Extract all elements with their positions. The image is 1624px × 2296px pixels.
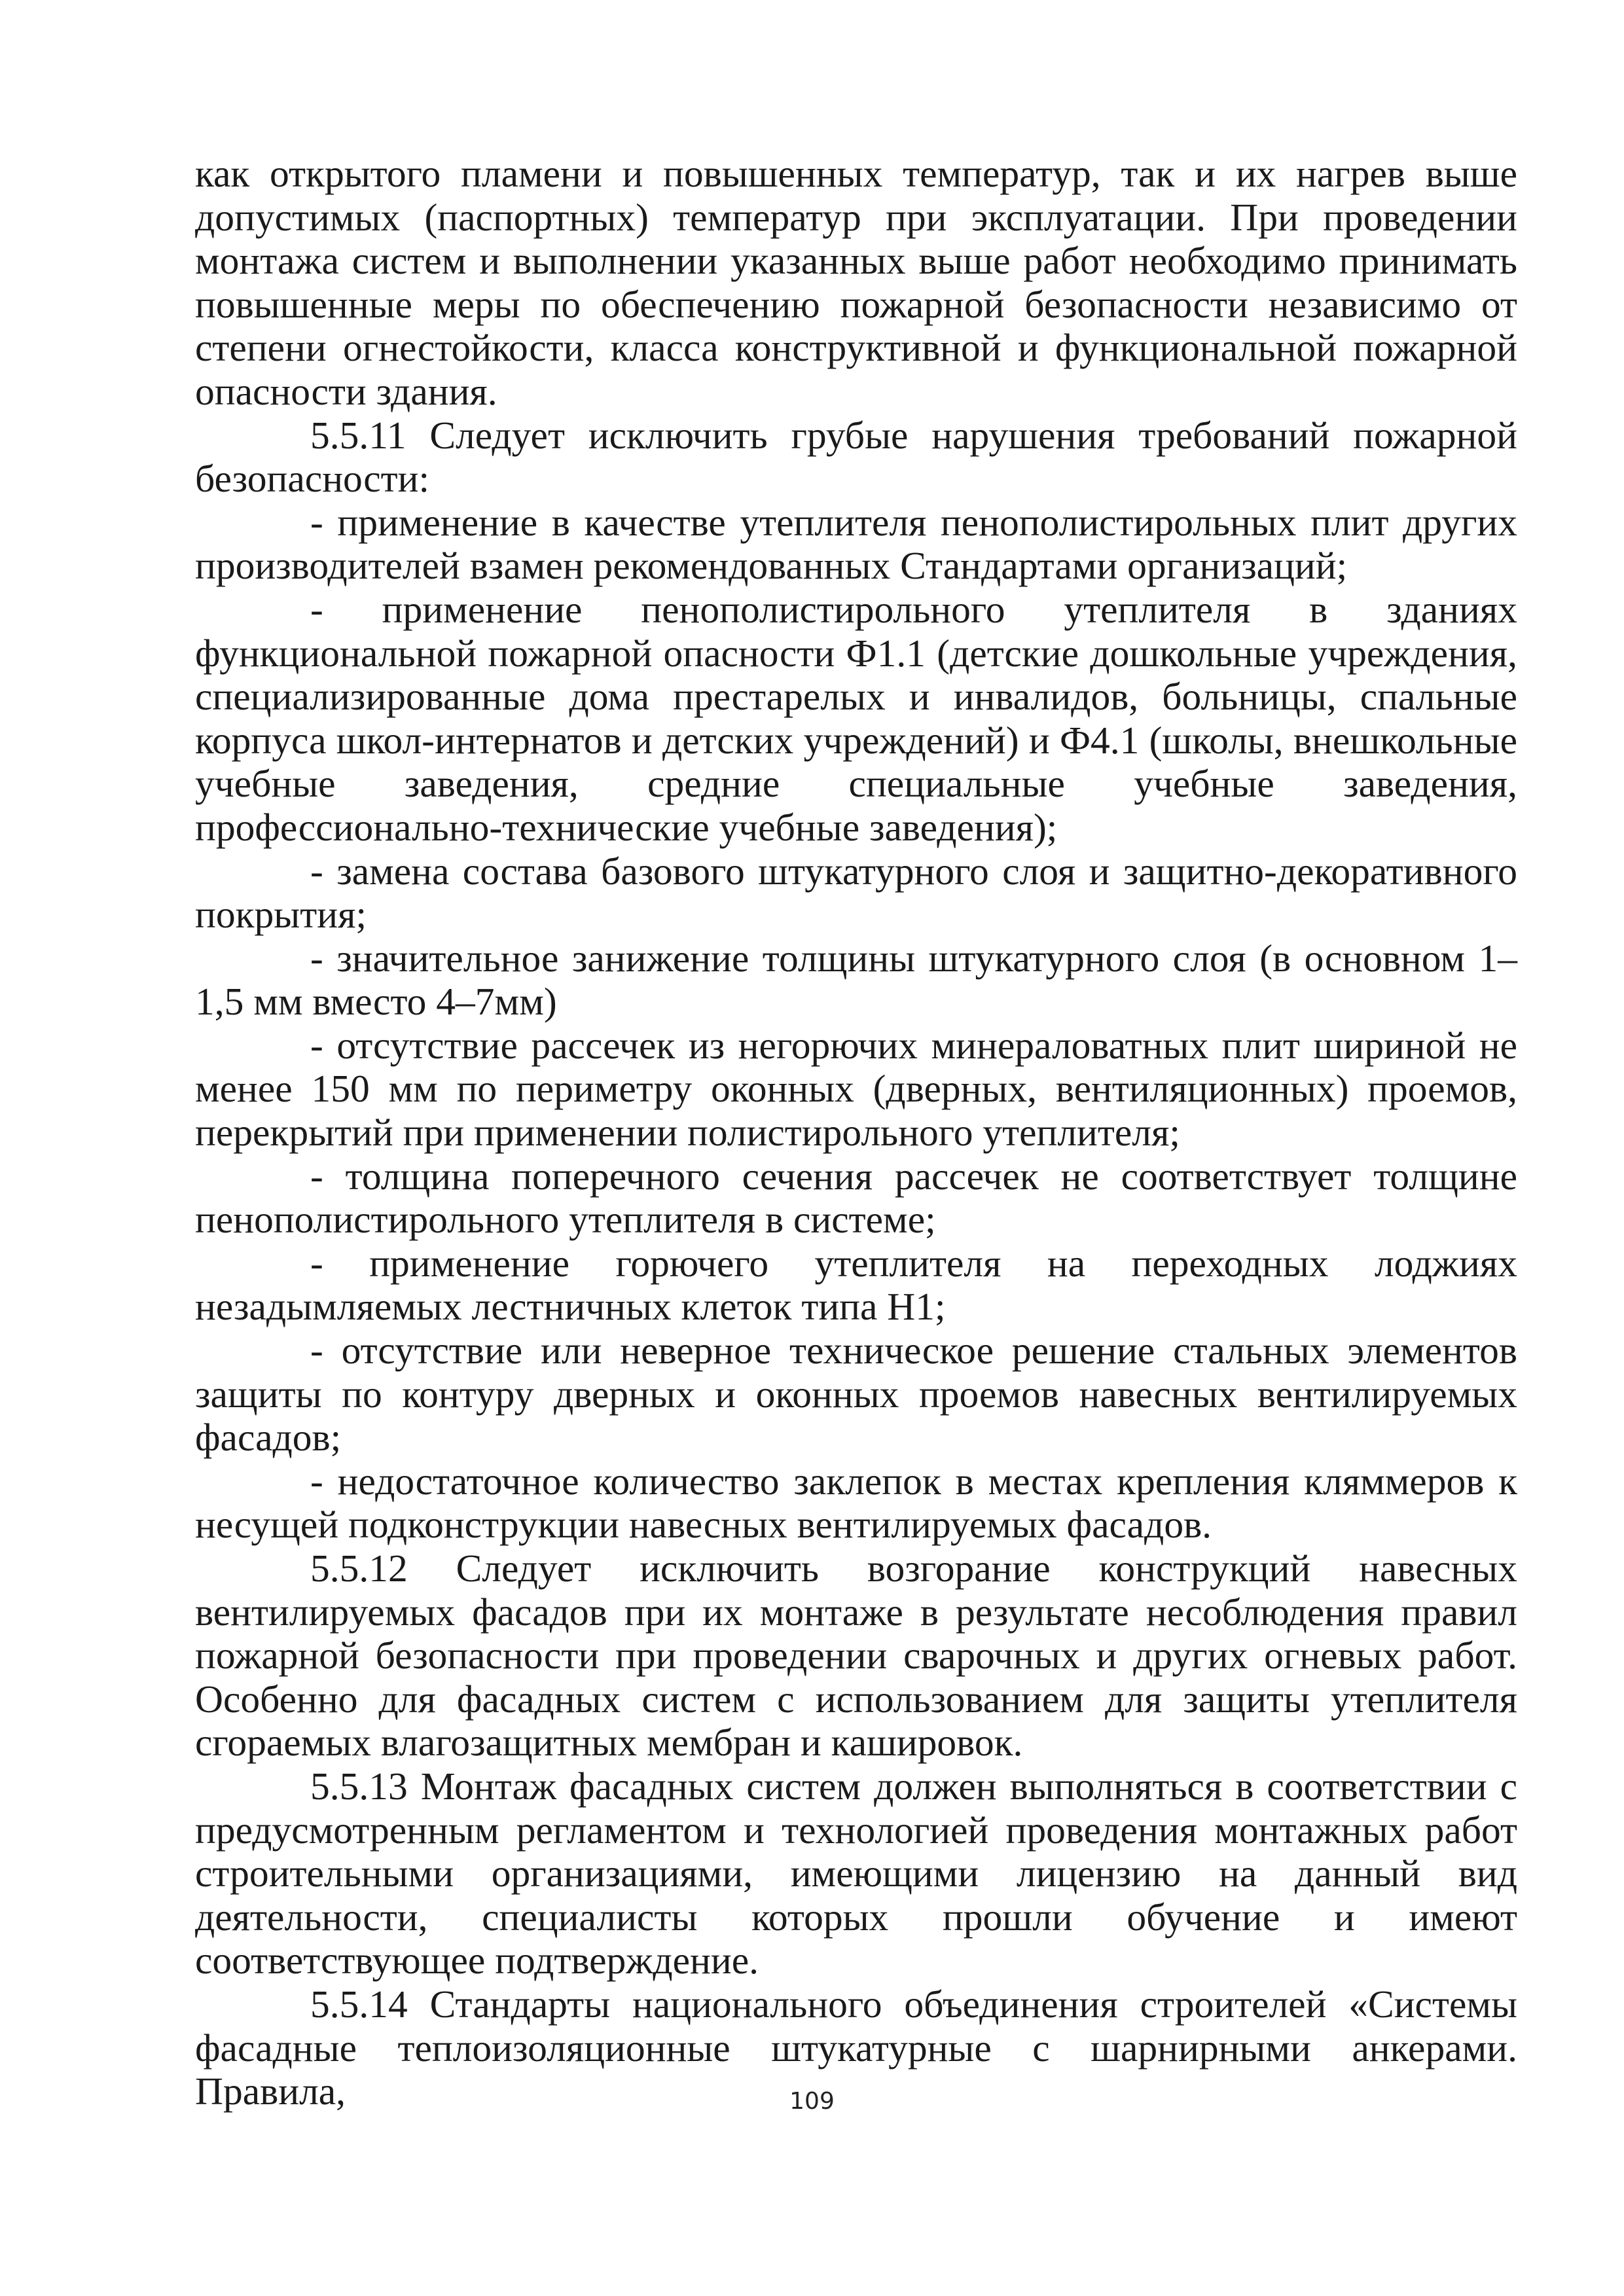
list-item: - недостаточное количество заклепок в местах крепления кляммеров к несущей подконструкции навесных вентилируемых фасадов. <box>195 1459 1517 1547</box>
list-item: - применение горючего утеплителя на переходных лоджиях незадымляемых лестничных клеток типа Н1; <box>195 1241 1517 1329</box>
paragraph-5-5-14: 5.5.14 Стандарты национального объединения строителей «Системы фасадные теплоизоляционные штукатурные с шарнирными анкерами. Правила, <box>195 1982 1517 2113</box>
list-item: - замена состава базового штукатурного слоя и защитно-декоративного покрытия; <box>195 849 1517 937</box>
list-item: - значительное занижение толщины штукатурного слоя (в основном 1–1,5 мм вместо 4–7мм) <box>195 936 1517 1024</box>
page-number: 109 <box>789 2088 835 2115</box>
list-item: - отсутствие или неверное техническое решение стальных элементов защиты по контуру дверных и оконных проемов навесных вентилируемых фасадов; <box>195 1329 1517 1460</box>
paragraph-5-5-13: 5.5.13 Монтаж фасадных систем должен выполняться в соответствии с предусмотренным регламентом и технологией проведения монтажных работ строительными организациями, имеющими лицензию на данный вид деятельности, специалисты которых прошли обучение и имеют соответствующее подтверждение. <box>195 1764 1517 1982</box>
document-body <box>195 152 1517 2113</box>
list-item: - применение пенополистирольного утеплителя в зданиях функциональной пожарной опасности Ф1.1 (детские дошкольные учреждения, специализированные дома престарелых и инвалидов, больницы, спальные корпуса школ-интернатов и детских учреждений) и Ф4.1 (школы, внешкольные учебные заведения, средние специальные учебные заведения, профессионально-технические учебные заведения); <box>195 587 1517 849</box>
list-item: - применение в качестве утеплителя пенополистирольных плит других производителей взамен рекомендованных Стандартами организаций; <box>195 500 1517 588</box>
paragraph-5-5-11: 5.5.11 Следует исключить грубые нарушения требований пожарной безопасности: <box>195 413 1517 501</box>
paragraph-continuation: как открытого пламени и повышенных температур, так и их нагрев выше допустимых (паспортных) температур при эксплуатации. При проведении монтажа систем и выполнении указанных выше работ необходимо принимать повышенные меры по обеспечению пожарной безопасности независимо от степени огнестойкости, класса конструктивной и функциональной пожарной опасности здания. <box>195 152 1517 413</box>
list-item: - толщина поперечного сечения рассечек не соответствует толщине пенополистирольного утеплителя в системе; <box>195 1154 1517 1242</box>
list-item: - отсутствие рассечек из негорючих минераловатных плит шириной не менее 150 мм по периметру оконных (дверных, вентиляционных) проемов, перекрытий при применении полистирольного утеплителя; <box>195 1023 1517 1155</box>
paragraph-5-5-12: 5.5.12 Следует исключить возгорание конструкций навесных вентилируемых фасадов при их монтаже в результате несоблюдения правил пожарной безопасности при проведении сварочных и других огневых работ. Особенно для фасадных систем с использованием для защиты утеплителя сгораемых влагозащитных мембран и кашировок. <box>195 1547 1517 1765</box>
